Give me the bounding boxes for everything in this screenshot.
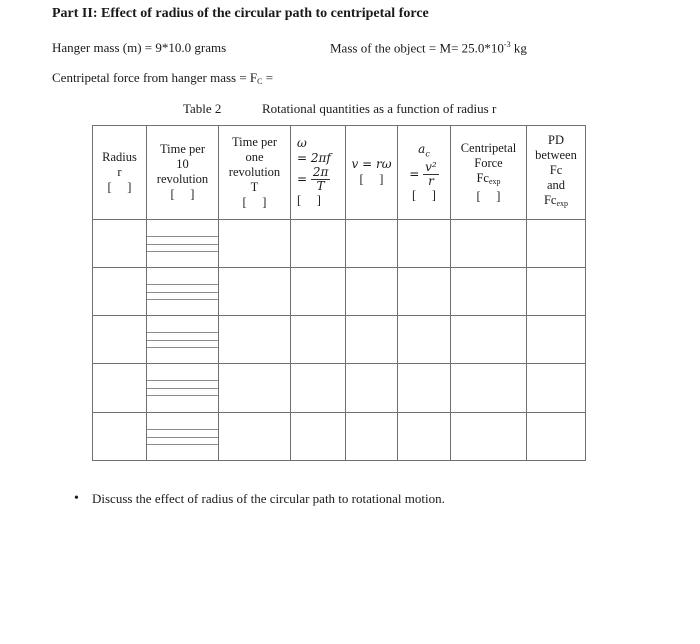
pd-line5-sub: exp bbox=[556, 199, 569, 209]
pd-line4: and bbox=[546, 178, 566, 193]
force-unit: [ ] bbox=[476, 188, 501, 203]
sub-trial-line bbox=[147, 340, 218, 341]
table-cell[interactable] bbox=[147, 412, 219, 460]
time10-line3: revolution bbox=[156, 172, 209, 187]
accel-unit: [ ] bbox=[412, 187, 436, 202]
sub-trial-line bbox=[147, 429, 218, 430]
table-cell[interactable] bbox=[93, 219, 147, 267]
table-header-row bbox=[93, 126, 586, 220]
table-cell[interactable] bbox=[219, 267, 291, 315]
time1-line1: Time per bbox=[231, 134, 278, 149]
object-mass-label bbox=[330, 40, 527, 56]
time1-line4: T bbox=[250, 179, 259, 194]
table-cell[interactable] bbox=[398, 412, 451, 460]
table-cell[interactable] bbox=[346, 412, 398, 460]
sub-trial-line bbox=[147, 244, 218, 245]
rotational-quantities-table bbox=[92, 125, 586, 461]
sub-trial-line bbox=[147, 236, 218, 237]
object-mass-prefix: Mass of the object = M= 25.0*10 bbox=[330, 40, 504, 56]
table-cell[interactable] bbox=[219, 412, 291, 460]
accel-frac-den: r bbox=[428, 173, 434, 188]
accel-symbol bbox=[398, 142, 450, 161]
accel-fraction: = $\frac{\text{v²}}{r}$ bbox=[409, 159, 437, 188]
table-cell[interactable] bbox=[398, 316, 451, 364]
table-cell[interactable] bbox=[527, 412, 586, 460]
velocity-unit: [ ] bbox=[359, 172, 384, 187]
table-cell[interactable] bbox=[527, 219, 586, 267]
force-sub: exp bbox=[488, 176, 501, 186]
table-cell[interactable] bbox=[398, 267, 451, 315]
table-cell[interactable] bbox=[527, 364, 586, 412]
table-cell[interactable] bbox=[527, 316, 586, 364]
sub-trial-line bbox=[147, 444, 218, 445]
pd-line1: PD bbox=[548, 133, 564, 148]
section-title: Part II: Effect of radius of the circular path to centripetal force bbox=[52, 6, 429, 21]
time1-line2: one bbox=[245, 149, 264, 164]
omega-fraction: = $\frac{2\pi}{T}$ bbox=[297, 165, 329, 194]
table-row bbox=[93, 316, 586, 364]
header-radius bbox=[93, 126, 147, 220]
table-cell[interactable] bbox=[451, 412, 527, 460]
table-row bbox=[93, 412, 586, 460]
table-cell[interactable] bbox=[398, 219, 451, 267]
table-cell[interactable] bbox=[219, 219, 291, 267]
fc-suffix: = bbox=[262, 70, 274, 85]
table-cell[interactable] bbox=[93, 412, 147, 460]
table-cell[interactable] bbox=[346, 267, 398, 315]
radius-symbol: r bbox=[117, 164, 122, 179]
table-row bbox=[93, 219, 586, 267]
force-line2: Force bbox=[474, 155, 503, 170]
omega-symbol: ω bbox=[297, 136, 307, 151]
table-cell[interactable] bbox=[147, 364, 219, 412]
fc-subscript: C bbox=[257, 77, 263, 86]
pd-line5-wrap bbox=[527, 193, 585, 211]
table-caption-text: Rotational quantities as a function of radius r bbox=[262, 101, 497, 116]
accel-sub: c bbox=[425, 148, 430, 158]
table-cell[interactable] bbox=[346, 316, 398, 364]
force-fc: Fc bbox=[476, 170, 489, 185]
sub-trial-line bbox=[147, 332, 218, 333]
sub-trial-line bbox=[147, 284, 218, 285]
table-cell[interactable] bbox=[291, 316, 346, 364]
table-cell[interactable] bbox=[93, 316, 147, 364]
fc-prefix: Centripetal force from hanger mass = F bbox=[52, 70, 258, 85]
discussion-prompt: Discuss the effect of radius of the circular path to rotational motion. bbox=[92, 491, 445, 506]
header-velocity bbox=[346, 126, 398, 220]
omega-frac-den: T bbox=[316, 179, 325, 194]
table-cell[interactable] bbox=[451, 364, 527, 412]
table-cell[interactable] bbox=[147, 316, 219, 364]
table-caption-label: Table 2 bbox=[183, 101, 222, 116]
time1-line3: revolution bbox=[228, 164, 281, 179]
table-cell[interactable] bbox=[451, 219, 527, 267]
table-cell[interactable] bbox=[93, 364, 147, 412]
table-cell[interactable] bbox=[147, 267, 219, 315]
force-line1: Centripetal bbox=[460, 140, 517, 155]
header-time-10 bbox=[147, 126, 219, 220]
table-cell[interactable] bbox=[346, 219, 398, 267]
sub-trial-line bbox=[147, 251, 218, 252]
table-cell[interactable] bbox=[451, 267, 527, 315]
table-cell[interactable] bbox=[219, 316, 291, 364]
object-mass-unit: kg bbox=[510, 40, 527, 56]
header-pd bbox=[527, 126, 586, 220]
force-symbol bbox=[451, 171, 526, 189]
time1-unit: [ ] bbox=[242, 194, 267, 209]
sub-trial-line bbox=[147, 395, 218, 396]
object-mass-exponent: -3 bbox=[503, 40, 511, 49]
sub-trial-line bbox=[147, 299, 218, 300]
table-row bbox=[93, 267, 586, 315]
time10-unit: [ ] bbox=[170, 187, 195, 202]
header-centripetal-force bbox=[451, 126, 527, 220]
sub-trial-line bbox=[147, 347, 218, 348]
table-cell[interactable] bbox=[219, 364, 291, 412]
time10-line2: 10 bbox=[176, 157, 189, 172]
table-cell[interactable] bbox=[346, 364, 398, 412]
radius-unit: [ ] bbox=[107, 179, 132, 194]
radius-label: Radius bbox=[102, 149, 137, 164]
pd-line3: Fc bbox=[549, 163, 563, 178]
pd-line2: between bbox=[535, 148, 577, 163]
sub-trial-line bbox=[147, 380, 218, 381]
table-cell[interactable] bbox=[291, 267, 346, 315]
table-cell[interactable] bbox=[291, 412, 346, 460]
sub-trial-line bbox=[147, 388, 218, 389]
pd-line5: Fc bbox=[543, 193, 557, 208]
header-acceleration bbox=[398, 126, 451, 220]
sub-trial-line bbox=[147, 437, 218, 438]
table-cell[interactable] bbox=[527, 267, 586, 315]
accel-a: a bbox=[418, 141, 426, 156]
table-cell[interactable] bbox=[398, 364, 451, 412]
header-omega bbox=[291, 126, 346, 220]
omega-frac-num: 2π bbox=[312, 165, 329, 180]
accel-frac-num: v² bbox=[425, 159, 437, 174]
table-cell[interactable] bbox=[451, 316, 527, 364]
table-body bbox=[93, 219, 586, 460]
bullet-icon: • bbox=[74, 491, 79, 506]
hanger-mass-label: Hanger mass (m) = 9*10.0 grams bbox=[52, 40, 227, 55]
omega-unit: [ ] bbox=[297, 193, 321, 208]
header-time-one bbox=[219, 126, 291, 220]
omega-eq: = 2πf bbox=[297, 151, 331, 166]
table-cell[interactable] bbox=[291, 219, 346, 267]
table-row bbox=[93, 364, 586, 412]
table-cell[interactable] bbox=[147, 219, 219, 267]
centripetal-force-label bbox=[52, 70, 273, 86]
table-cell[interactable] bbox=[93, 267, 147, 315]
table-cell[interactable] bbox=[291, 364, 346, 412]
sub-trial-line bbox=[147, 292, 218, 293]
time10-line1: Time per bbox=[159, 142, 206, 157]
velocity-eq: v = rω bbox=[351, 157, 392, 172]
